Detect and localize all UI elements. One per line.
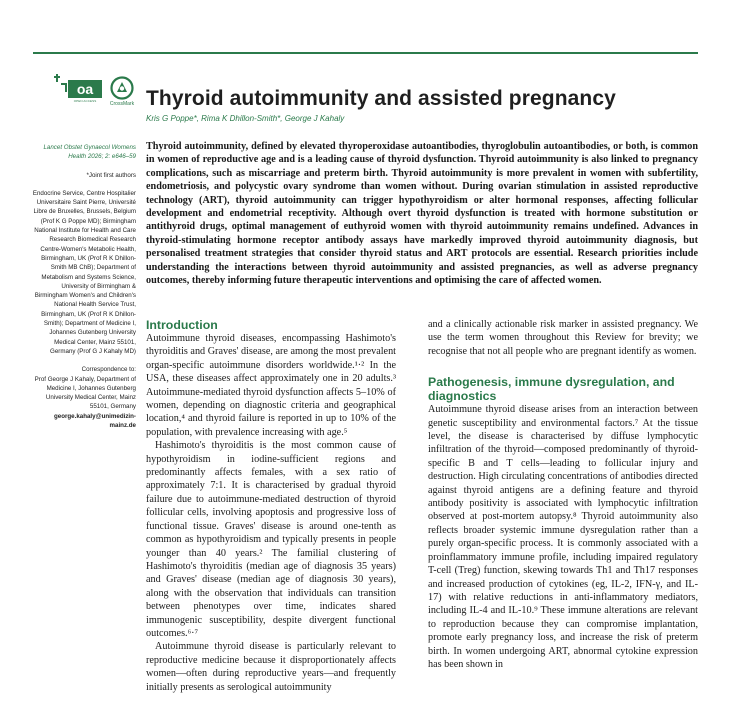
crossmark-icon[interactable] <box>110 76 134 100</box>
article-sidebar <box>30 143 136 430</box>
author-affiliations: Endocrine Service, Centre Hospitalier Universitaire Saint Pierre, Université Libre de Bruxelles, Brussels, Belgium (Prof K G Poppe MD); Birmingham National Institute for Health and Care Research Biomedical Research Centre-Women's Metabolic Health, Birmingham, UK (Prof R K Dhillon-Smith MB ChB); Department of Metabolism and Systems Science, University of Birmingham & Birmingham Women's and Children's National Health Service Trust, Birmingham, UK (Prof R K Dhillon-Smith); Department of Medicine I, Johannes Gutenberg University Medical Center, Mainz 55101, Germany (Prof G J Kahaly MD) <box>32 189 136 355</box>
correspondence-label: Correspondence to: <box>81 366 136 374</box>
journal-citation: Lancet Obstet Gynaecol Womens Health 2026; 2: e646–59 <box>43 144 136 161</box>
correspondence-address: Prof George J Kahaly, Department of Medicine I, Johannes Gutenberg University Medical Center, Mainz 55101, Germany <box>34 375 136 411</box>
body-column-left <box>146 318 396 694</box>
intro-paragraph-2: Hashimoto's thyroiditis is the most common cause of hypothyroidism in iodine-sufficient regions and predominantly affects females, with a sex ratio of approximately 7:1. It is characterised by gradual thyroid failure due to autoimmune-mediated destruction of thyroid follicular cells, involving apoptosis and progressive loss of functional tissue. Graves' disease is around one-tenth as common as hypothyroidism and typically presents in people younger than 40 years.² The familial clustering of Hashimoto's thyroiditis (median age of diagnosis 35 years) and Graves' disease (median age of diagnosis 30 years), along with the observation that individuals can transition between phenotypes over time, indicates shared immunogenic susceptibility, despite divergent functional outcomes.⁶·⁷ <box>146 440 396 639</box>
open-access-subtext: OPEN ACCESS <box>73 99 97 103</box>
joint-first-note: *Joint first authors <box>86 171 136 179</box>
intro-paragraph-1: Autoimmune thyroid diseases, encompassing Hashimoto's thyroiditis and Graves' disease, are among the most prevalent organ-specific autoimmune disorders worldwide.¹·² In the USA, these diseases affect approximately one in 20 adults.³ Autoimmune-mediated thyroid dysfunction affects 5–10% of women, depending on diagnostic criteria and geographical location,⁴ and thyroid failure is reported in up to 10% of the population, with prevalence increasing with age.⁵ <box>146 333 396 438</box>
open-access-badge: oa <box>68 80 102 98</box>
abstract: Thyroid autoimmunity, defined by elevated thyroperoxidase autoantibodies, thyroglobulin autoantibodies, or both, is common in women of reproductive age and is a leading cause of thyroid dysfunction. Thyroid autoimmunity is also linked to pregnancy complications, such as miscarriage and preterm birth. Thyroid autoimmunity is more prevalent in women with subfertility, endometriosis, and polycystic ovary syndrome than women without. During ovarian stimulation in assisted reproductive technology (ART), thyroid autoimmunity can trigger hypothyroidism or alter hormonal responses, affecting follicular development and endometrial receptivity. Although overt thyroid dysfunction is treated with hormone substitution or antithyroid drugs, optimal management of euthyroid women with thyroid autoimmunity remains undefined. Advances in thyroid-stimulating hormone receptor antibody assays have markedly improved thyroid autoimmunity diagnosis, but personalised treatment strategies that consider thyroid status and ART protocols are essential. Research priorities include understanding the interactions between thyroid autoimmunity and assisted pregnancies, as well as adverse pregnancy outcomes, thereby informing future therapeutic interventions and optimising the care of affected women. <box>146 141 698 287</box>
intro-paragraph-continued: and a clinically actionable risk marker in assisted pregnancy. We use the term women throughout this Review for brevity; we recognise that not all people who are pregnant identify as women. <box>428 319 698 357</box>
intro-paragraph-3: Autoimmune thyroid disease is particularly relevant to reproductive medicine because it disproportionately affects women—often during reproductive years—and frequently initially presents as serological autoimmunity <box>146 641 396 693</box>
crossmark-label: CrossMark <box>109 101 135 107</box>
article-title: Thyroid autoimmunity and assisted pregnancy <box>146 87 616 111</box>
pathogenesis-paragraph-1: Autoimmune thyroid disease arises from an interaction between genetic susceptibility and environmental factors.⁷ At the tissue level, the disease is characterised by diffuse lymphocytic infiltration of the thyroid—composed predominantly of thyroid-specific B and T cells—leading to follicular injury and destruction. High circulating concentrations of antibodies directed against thyroid antigens are a defining feature and thyroid antibody positivity is associated with lymphocytic infiltration observed at post-mortem autopsy.⁸ Thyroid autoimmunity also reflects broader systemic immune dysregulation rather than a purely organ-specific process. It is commonly associated with a proinflammatory immune profile, including impaired regulatory T-cell (Treg) function, skewing towards Th1 and Th17 responses and increased production of cytokines (eg, IL-2, IFN-γ, and IL-17) with relative reductions in anti-inflammatory mediators, including IL-4 and IL-10.⁹ These immune alterations are relevant to reproduction because they can compromise implantation, promote early pregnancy loss, and increase the risk of preterm birth. In women undergoing ART, abnormal cytokine expression has been shown in <box>428 404 698 670</box>
author-list: Kris G Poppe*, Rima K Dhillon-Smith*, George J Kahaly <box>146 114 345 123</box>
journal-logos <box>54 72 136 108</box>
section-heading-pathogenesis: Pathogenesis, immune dysregulation, and diagnostics <box>428 375 675 404</box>
correspondence-email[interactable]: george.kahaly@unimedizin-mainz.de <box>53 412 136 430</box>
section-heading-introduction: Introduction <box>146 318 218 332</box>
header-rule <box>33 52 698 54</box>
body-column-right <box>428 318 698 671</box>
